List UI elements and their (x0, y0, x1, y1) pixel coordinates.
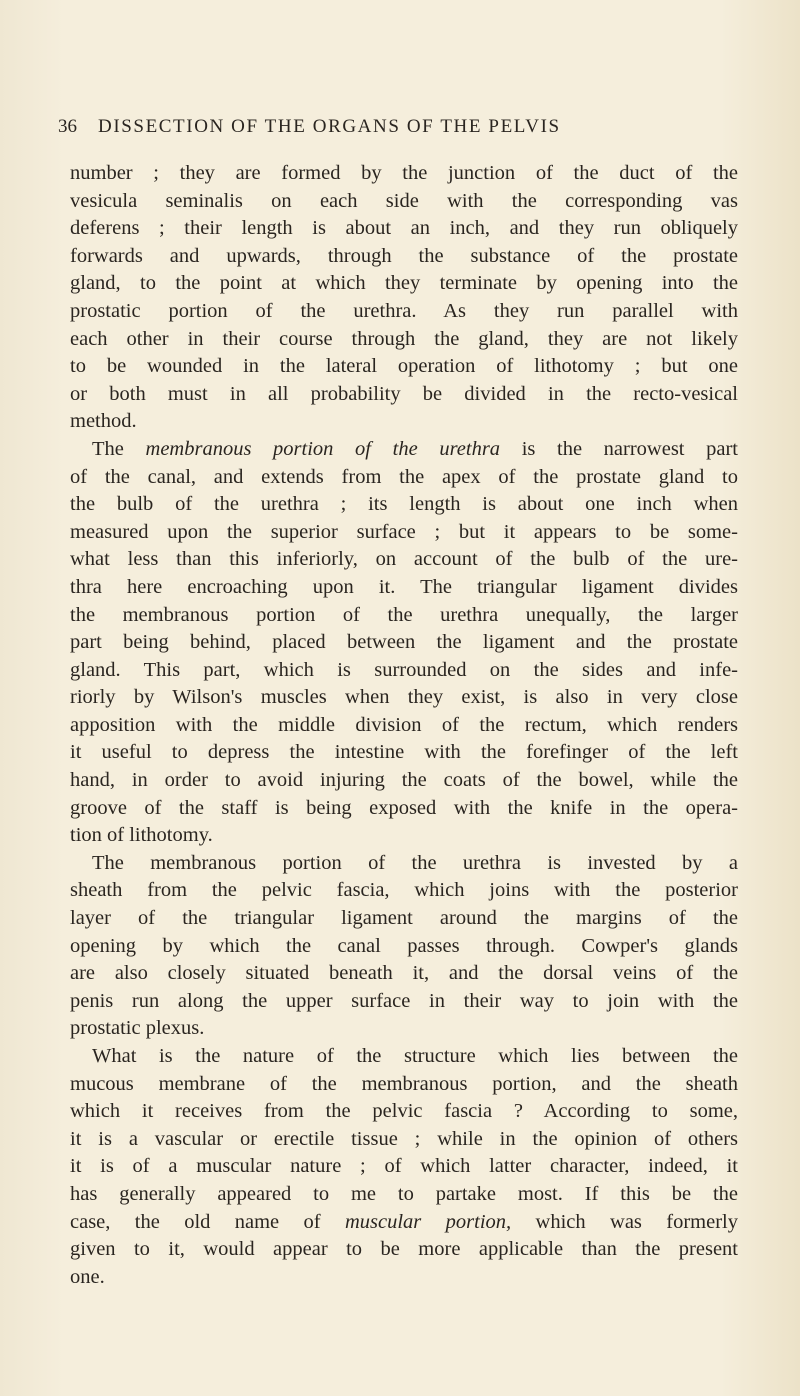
text-line: apposition with the middle division of the rectum, which renders (70, 713, 738, 736)
text-line: it useful to depress the intestine with the forefinger of the left (70, 741, 738, 764)
text-line: riorly by Wilson's muscles when they exist, is also in very close (70, 686, 738, 709)
text-line: layer of the triangular ligament around the margins of the (70, 907, 738, 930)
text-line: prostatic plexus. (70, 1017, 205, 1040)
text-line (70, 1209, 738, 1237)
text-line: forwards and upwards, through the substance of the prostate (70, 244, 738, 267)
text-line: hand, in order to avoid injuring the coats of the bowel, while the (70, 769, 738, 792)
text-line: sheath from the pelvic fascia, which joins with the posterior (70, 879, 738, 902)
text-line: each other in their course through the gland, they are not likely (70, 327, 738, 350)
line-text: case, the old name of (70, 1210, 345, 1233)
text-line: part being behind, placed between the ligament and the prostate (70, 631, 738, 654)
text-line: it is of a muscular nature ; of which latter character, indeed, it (70, 1155, 738, 1178)
text-line: thra here encroaching upon it. The triangular ligament divides (70, 575, 738, 598)
text-line: of the canal, and extends from the apex of the prostate gland to (70, 465, 738, 488)
text-line: the membranous portion of the urethra unequally, the larger (70, 603, 738, 626)
text-line: which it receives from the pelvic fascia ? According to some, (70, 1100, 738, 1123)
text-line: number ; they are formed by the junction of the duct of the (70, 162, 738, 184)
line-text: The (92, 437, 146, 460)
page-number: 36 (58, 116, 77, 137)
text-line: deferens ; their length is about an inch, and they run obliquely (70, 217, 738, 240)
text-line: The membranous portion of the urethra is invested by a (92, 851, 738, 874)
text-line: measured upon the superior surface ; but it appears to be some- (70, 520, 738, 543)
text-line: gland. This part, which is surrounded on the sides and infe- (70, 658, 738, 681)
text-line: are also closely situated beneath it, and the dorsal veins of the (70, 962, 738, 985)
line-text: which was formerly (511, 1210, 738, 1233)
text-line: what less than this inferiorly, on account of the bulb of the ure- (70, 548, 738, 571)
italic-term: membranous portion of the urethra (145, 437, 501, 460)
text-line: gland, to the point at which they terminate by opening into the (70, 272, 738, 295)
text-line: or both must in all probability be divided in the recto-vesical (70, 382, 738, 405)
line-text: is the narrowest part (500, 437, 739, 460)
text-line: prostatic portion of the urethra. As they run parallel with (70, 299, 738, 322)
text-line: mucous membrane of the membranous portion, and the sheath (70, 1072, 738, 1095)
text-line: penis run along the upper surface in their way to join with the (70, 989, 738, 1012)
running-head (58, 116, 738, 138)
text-line (70, 436, 738, 464)
text-line: groove of the staff is being exposed with the knife in the opera- (70, 796, 738, 819)
text-line: it is a vascular or erectile tissue ; while in the opinion of others (70, 1127, 738, 1150)
text-line: method. (70, 410, 137, 433)
text-line: the bulb of the urethra ; its length is about one inch when (70, 493, 738, 516)
text-line: opening by which the canal passes through. Cowper's glands (70, 934, 738, 957)
text-line: tion of lithotomy. (70, 824, 213, 847)
text-line: What is the nature of the structure which lies between the (92, 1045, 738, 1067)
text-line: one. (70, 1265, 105, 1288)
text-line: has generally appeared to me to partake most. If this be the (70, 1182, 738, 1205)
italic-term: muscular portion, (344, 1210, 512, 1233)
text-line: given to it, would appear to be more applicable than the present (70, 1238, 738, 1261)
running-title: DISSECTION OF THE ORGANS OF THE PELVIS (98, 116, 561, 137)
text-line: vesicula seminalis on each side with the corresponding vas (70, 189, 738, 212)
text-line: to be wounded in the lateral operation of lithotomy ; but one (70, 355, 738, 378)
body-text (70, 160, 738, 1291)
